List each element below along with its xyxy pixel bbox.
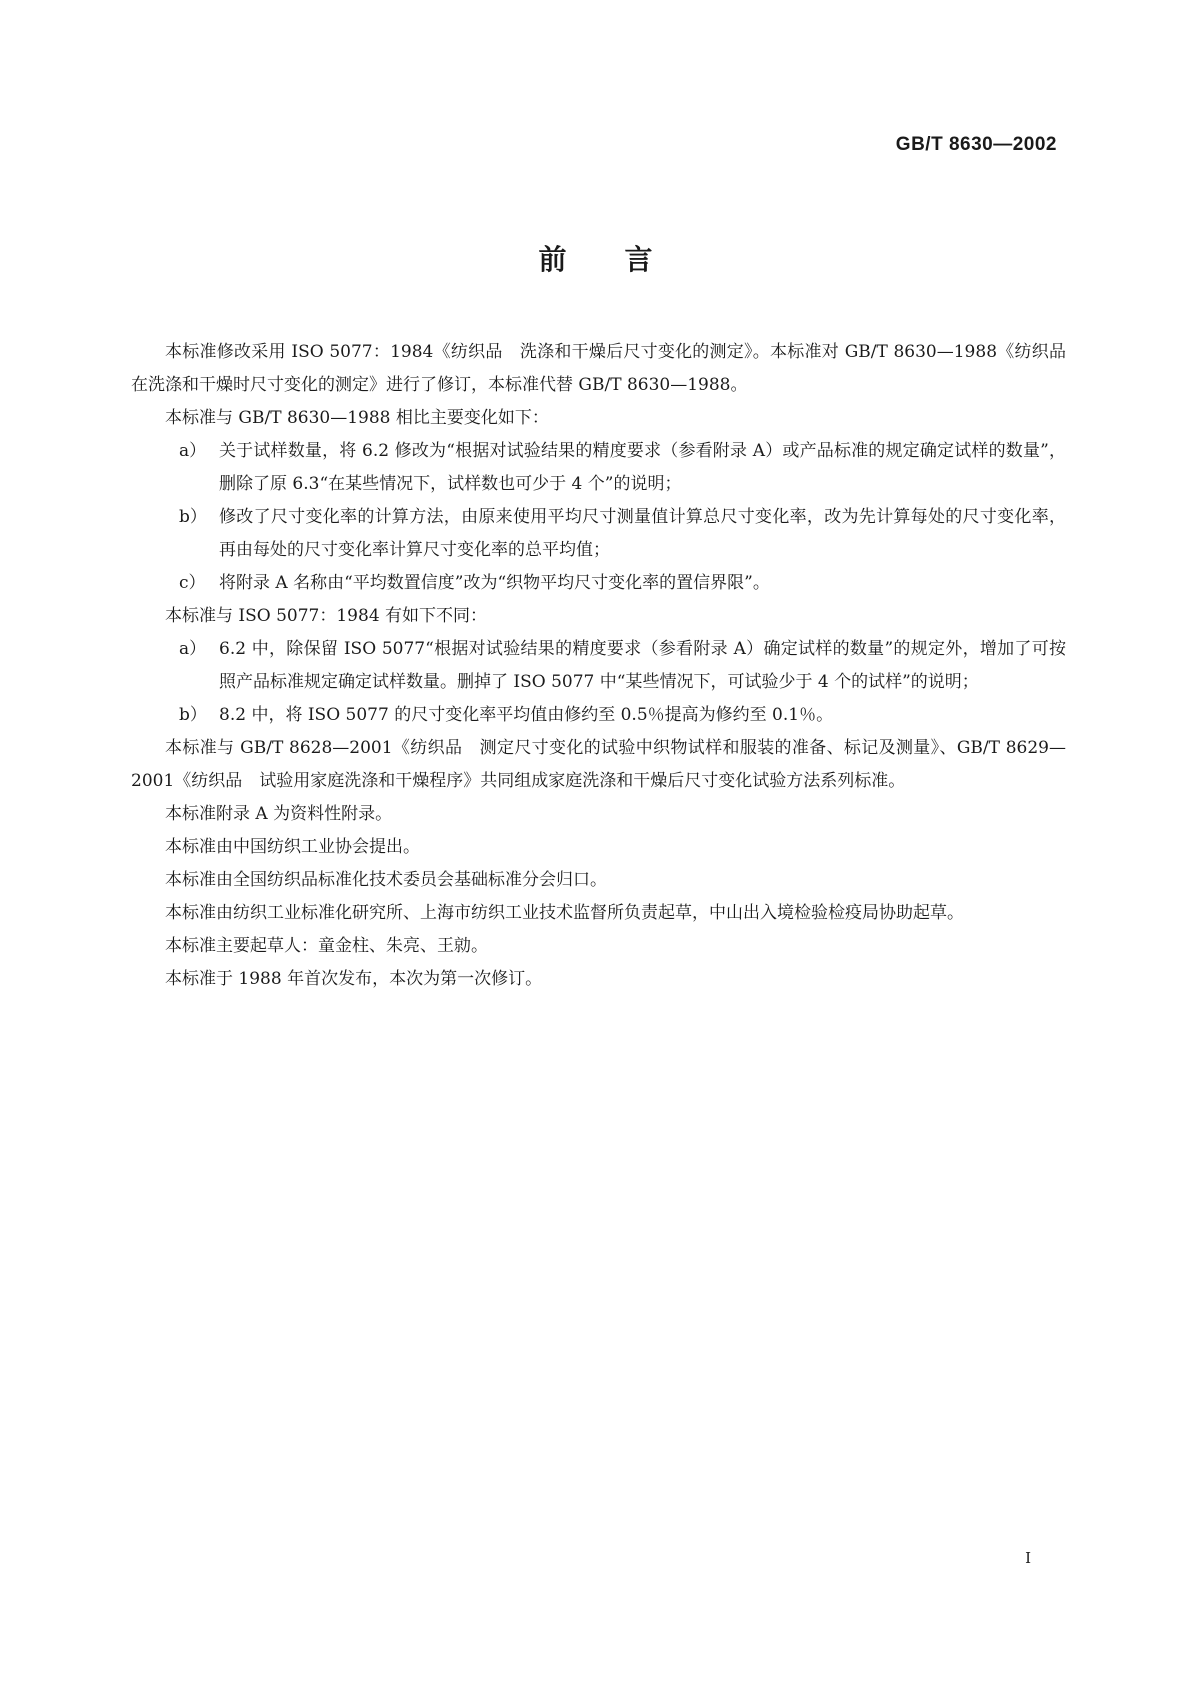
page-number: I: [1025, 1549, 1031, 1567]
list-item: [131, 699, 1066, 732]
paragraph-differences-intro: 本标准与 ISO 5077：1984 有如下不同：: [165, 606, 488, 626]
list-item-text: 关于试样数量，将 6.2 修改为“根据对试验结果的精度要求（参看附录 A）或产品标准的规定确定试样的数量”，删除了原 6.3“在某些情况下，试样数也可少于 4 个”的说明；: [219, 441, 1066, 494]
paragraph-drafters: 本标准主要起草人：童金柱、朱亮、王勍。: [165, 936, 488, 956]
paragraph-drafting-units: 本标准由纺织工业标准化研究所、上海市纺织工业技术监督所负责起草，中山出入境检验检疫局协助起草。: [165, 903, 964, 923]
paragraph-appendix: 本标准附录 A 为资料性附录。: [165, 804, 393, 824]
list-item: [131, 435, 1066, 501]
list-item-label: b）: [179, 705, 207, 725]
paragraph-history: 本标准于 1988 年首次发布，本次为第一次修订。: [165, 969, 543, 989]
page-title: 前言: [538, 243, 711, 276]
paragraph-adoption: 本标准修改采用 ISO 5077：1984《纺织品 洗涤和干燥后尺寸变化的测定》。本标准对 GB/T 8630—1988《纺织品在洗涤和干燥时尺寸变化的测定》进行了修订，本标准代替 GB/T 8630—1988。: [131, 342, 1066, 395]
standard-number: GB/T 8630—2002: [895, 134, 1057, 155]
list-item: [131, 567, 1066, 600]
list-item-label: a）: [179, 639, 207, 659]
list-item-label: c）: [179, 573, 206, 593]
list-item-text: 修改了尺寸变化率的计算方法，由原来使用平均尺寸测量值计算总尺寸变化率，改为先计算每处的尺寸变化率，再由每处的尺寸变化率计算尺寸变化率的总平均值；: [219, 507, 1066, 560]
list-item: [131, 633, 1066, 699]
list-item: [131, 501, 1066, 567]
list-item-text: 8.2 中，将 ISO 5077 的尺寸变化率平均值由修约至 0.5％提高为修约至 0.1％。: [219, 705, 834, 725]
foreword-body: [131, 336, 1066, 996]
paragraph-changes-intro: 本标准与 GB/T 8630—1988 相比主要变化如下：: [165, 408, 549, 428]
list-item-label: b）: [179, 507, 207, 527]
paragraph-series: 本标准与 GB/T 8628—2001《纺织品 测定尺寸变化的试验中织物试样和服装的准备、标记及测量》、GB/T 8629—2001《纺织品 试验用家庭洗涤和干燥程序》共同组成家庭洗涤和干燥后尺寸变化试验方法系列标准。: [131, 738, 1066, 791]
paragraph-administrator: 本标准由全国纺织品标准化技术委员会基础标准分会归口。: [165, 870, 607, 890]
list-item-text: 6.2 中，除保留 ISO 5077“根据对试验结果的精度要求（参看附录 A）确定试样的数量”的规定外，增加了可按照产品标准规定确定试样数量。删掉了 ISO 5077 中“某些情况下，可试验少于 4 个的试样”的说明；: [219, 639, 1066, 692]
list-item-text: 将附录 A 名称由“平均数置信度”改为“织物平均尺寸变化率的置信界限”。: [219, 573, 770, 593]
list-item-label: a）: [179, 441, 207, 461]
paragraph-proposer: 本标准由中国纺织工业协会提出。: [165, 837, 420, 857]
